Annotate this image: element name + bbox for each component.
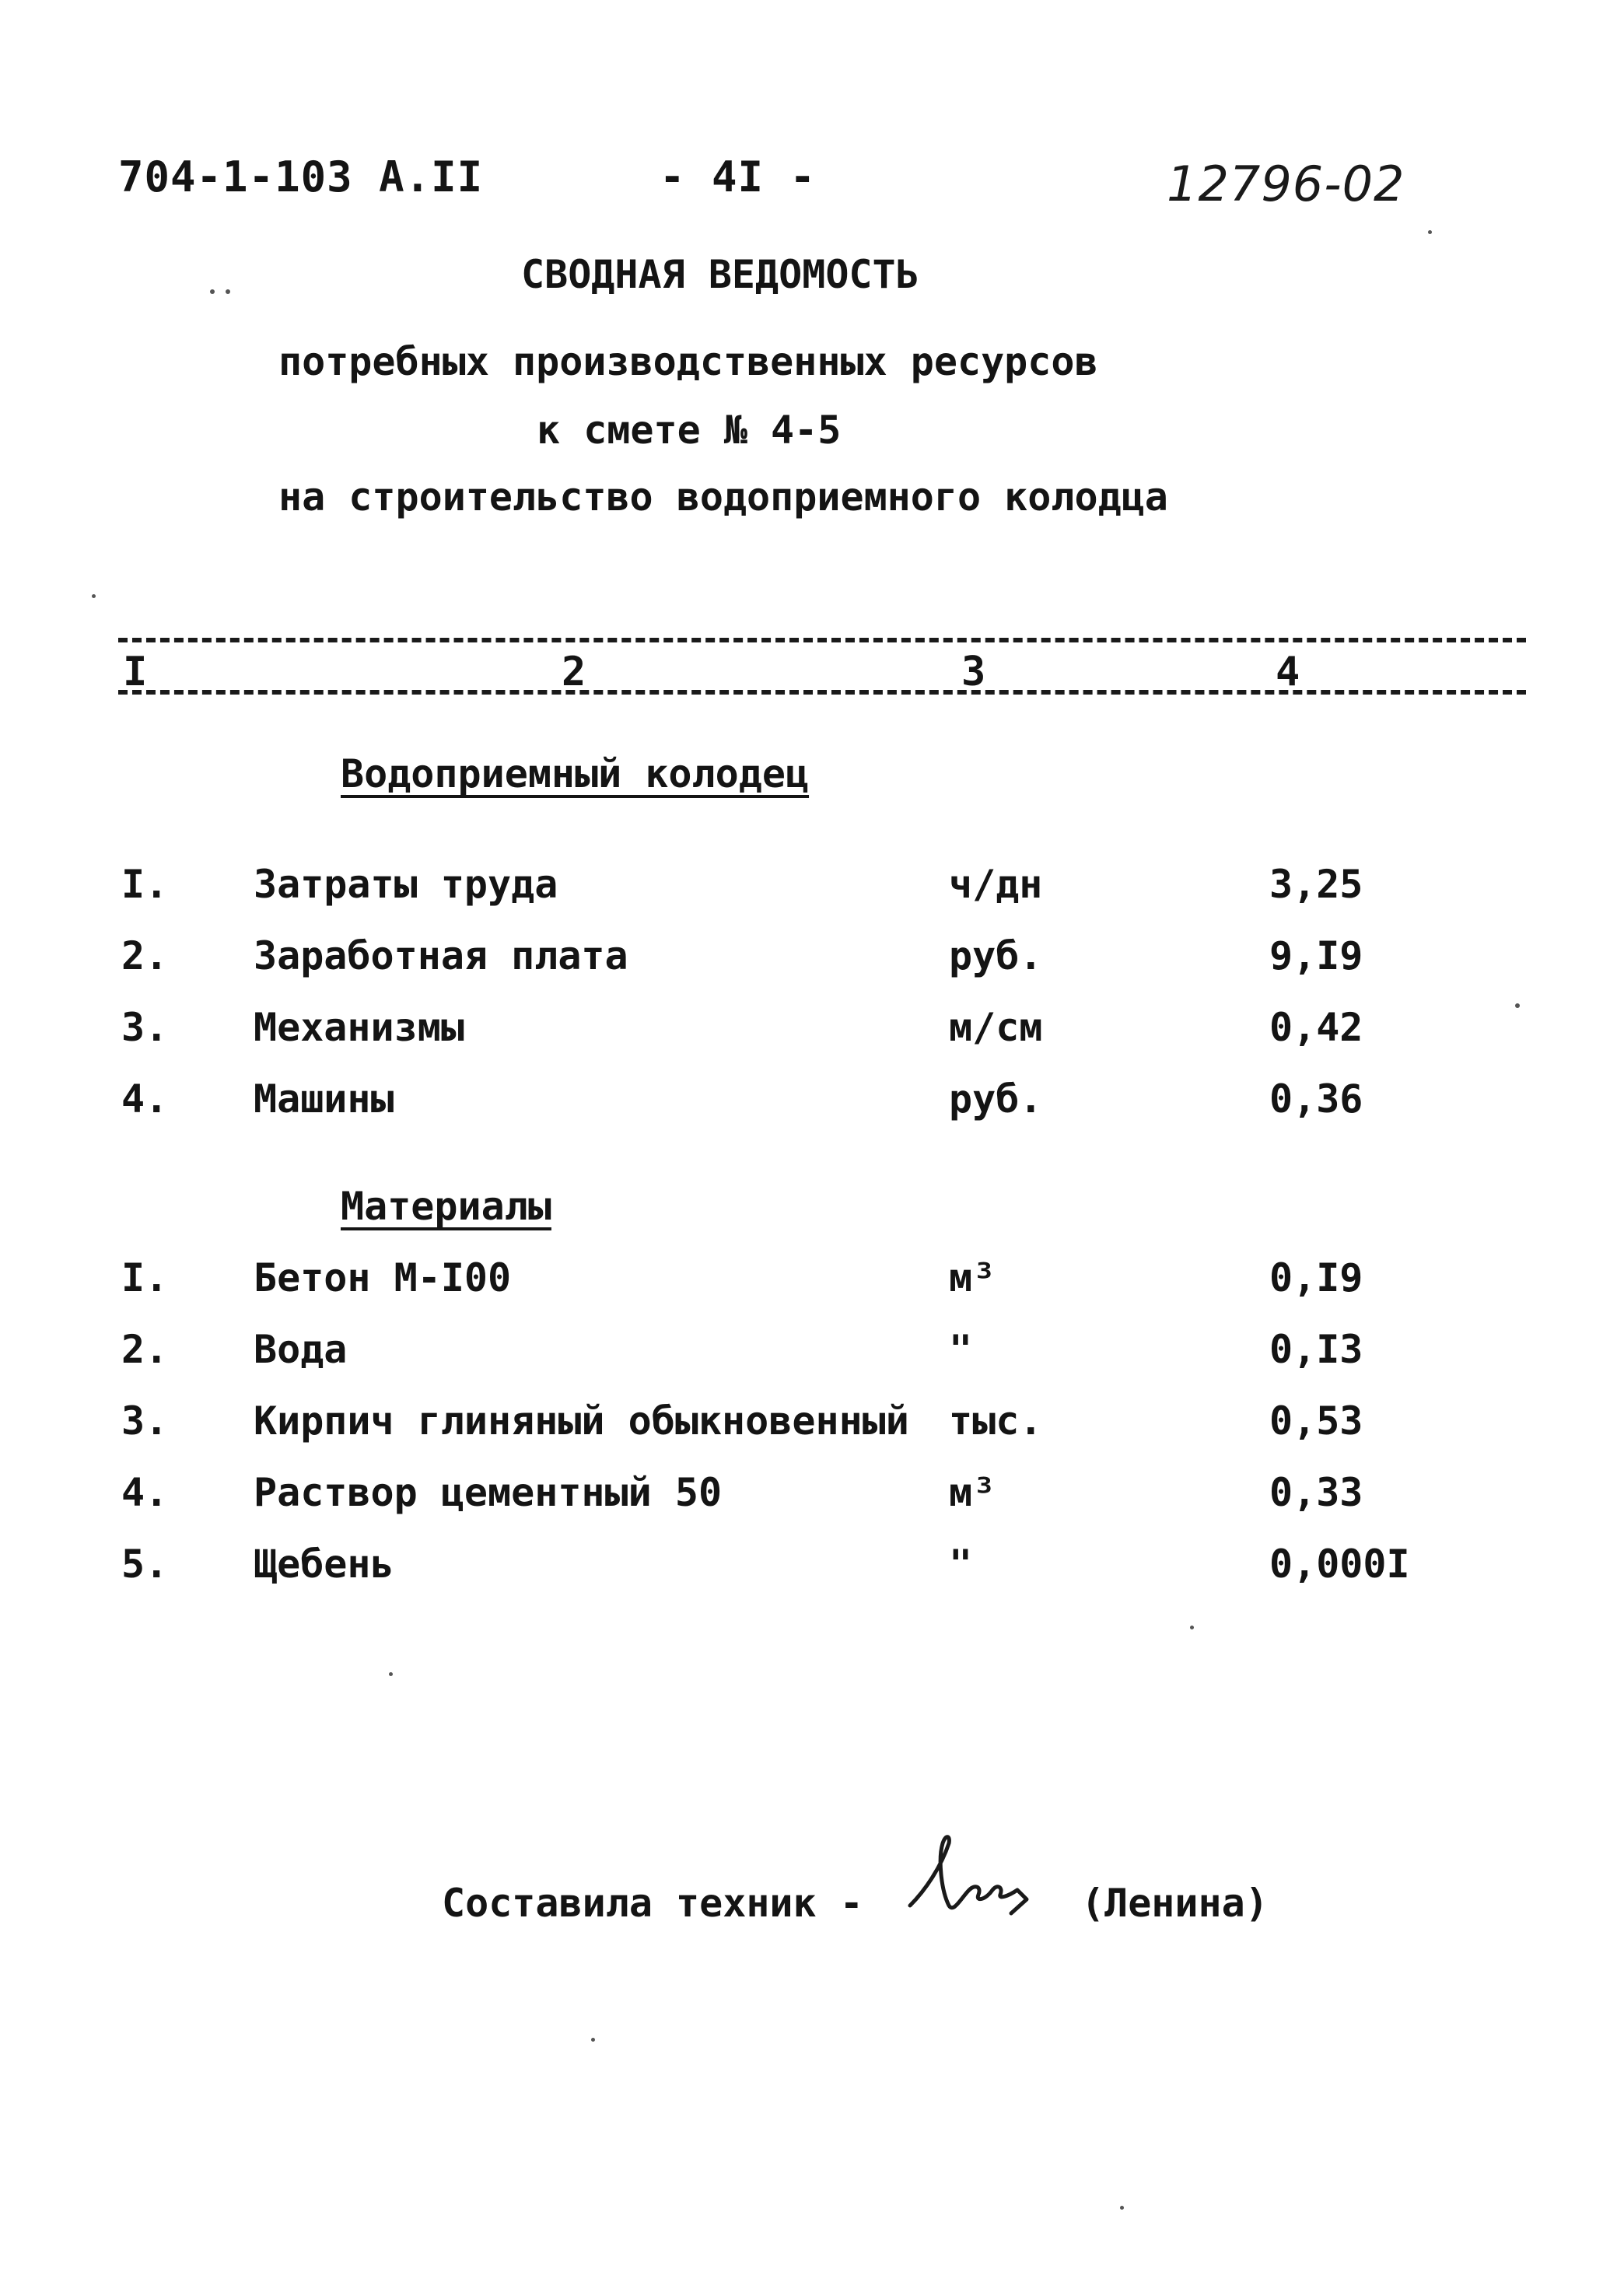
row-number: I. bbox=[121, 862, 169, 907]
construction-object: на строительство водоприемного колодца bbox=[278, 474, 1168, 520]
scan-speck bbox=[226, 289, 230, 294]
compiler-name: (Ленина) bbox=[1081, 1881, 1269, 1926]
table-top-rule bbox=[118, 638, 1526, 642]
scan-speck bbox=[591, 2038, 595, 2042]
section-title-materials: Материалы bbox=[341, 1184, 551, 1229]
table-header-rule bbox=[118, 690, 1526, 695]
compiled-by-label: Составила техник - bbox=[442, 1881, 863, 1926]
resource-value: 0,53 bbox=[1269, 1398, 1363, 1444]
resource-value: 0,I3 bbox=[1269, 1327, 1363, 1372]
row-number: 5. bbox=[121, 1542, 169, 1587]
table-row bbox=[0, 1255, 1617, 1310]
resource-name: Вода bbox=[254, 1327, 348, 1372]
scan-speck bbox=[1428, 230, 1432, 234]
resource-value: 0,42 bbox=[1269, 1005, 1363, 1050]
row-number: 4. bbox=[121, 1470, 169, 1515]
row-number: 4. bbox=[121, 1076, 169, 1122]
page-number: - 4I - bbox=[660, 152, 817, 201]
resource-unit: м³ bbox=[949, 1255, 996, 1300]
column-number-2: 2 bbox=[562, 649, 586, 695]
resource-unit: руб. bbox=[949, 933, 1043, 978]
estimate-reference: к смете № 4-5 bbox=[537, 408, 842, 453]
resource-name: Щебень bbox=[254, 1542, 394, 1587]
resource-unit: м³ bbox=[949, 1470, 996, 1515]
resource-value: 0,000I bbox=[1269, 1542, 1410, 1587]
table-row bbox=[0, 933, 1617, 988]
archive-number: 12796-02 bbox=[1167, 156, 1405, 212]
row-number: 2. bbox=[121, 933, 169, 978]
column-number-3: 3 bbox=[961, 649, 986, 695]
scan-speck bbox=[1120, 2206, 1124, 2210]
resource-name: Машины bbox=[254, 1076, 394, 1122]
resource-unit: тыс. bbox=[949, 1398, 1043, 1444]
resource-name: Заработная плата bbox=[254, 933, 628, 978]
resource-value: 9,I9 bbox=[1269, 933, 1363, 978]
resource-value: 3,25 bbox=[1269, 862, 1363, 907]
resource-name: Раствор цементный 50 bbox=[254, 1470, 723, 1515]
resource-value: 0,33 bbox=[1269, 1470, 1363, 1515]
scan-speck bbox=[1190, 1626, 1194, 1629]
section-title-well: Водоприемный колодец bbox=[341, 751, 810, 796]
row-number: I. bbox=[121, 1255, 169, 1300]
resource-unit: ч/дн bbox=[949, 862, 1043, 907]
table-row bbox=[0, 1005, 1617, 1059]
resource-value: 0,36 bbox=[1269, 1076, 1363, 1122]
resource-name: Кирпич глиняный обыкновенный bbox=[254, 1398, 909, 1444]
table-row bbox=[0, 1398, 1617, 1453]
table-row bbox=[0, 1076, 1617, 1131]
column-number-4: 4 bbox=[1276, 649, 1300, 695]
table-row bbox=[0, 862, 1617, 916]
resource-name: Бетон М-I00 bbox=[254, 1255, 512, 1300]
row-number: 3. bbox=[121, 1005, 169, 1050]
resource-name: Затраты труда bbox=[254, 862, 558, 907]
handwritten-signature bbox=[894, 1812, 1034, 1929]
resource-unit: " bbox=[949, 1327, 973, 1372]
scan-speck bbox=[210, 289, 215, 294]
document-title: СВОДНАЯ ВЕДОМОСТЬ bbox=[521, 252, 919, 297]
table-row bbox=[0, 1542, 1617, 1596]
title-subtitle-line: потребных производственных ресурсов bbox=[278, 339, 1098, 384]
table-row bbox=[0, 1327, 1617, 1381]
resource-unit: руб. bbox=[949, 1076, 1043, 1122]
scan-speck bbox=[389, 1672, 393, 1676]
resource-value: 0,I9 bbox=[1269, 1255, 1363, 1300]
row-number: 3. bbox=[121, 1398, 169, 1444]
column-number-1: I bbox=[123, 649, 148, 695]
scan-speck bbox=[1515, 1003, 1520, 1008]
table-row bbox=[0, 1470, 1617, 1524]
resource-unit: м/см bbox=[949, 1005, 1043, 1050]
resource-unit: " bbox=[949, 1542, 973, 1587]
row-number: 2. bbox=[121, 1327, 169, 1372]
document-code: 704-1-103 А.II bbox=[118, 152, 484, 201]
scan-speck bbox=[92, 594, 96, 598]
resource-name: Механизмы bbox=[254, 1005, 464, 1050]
